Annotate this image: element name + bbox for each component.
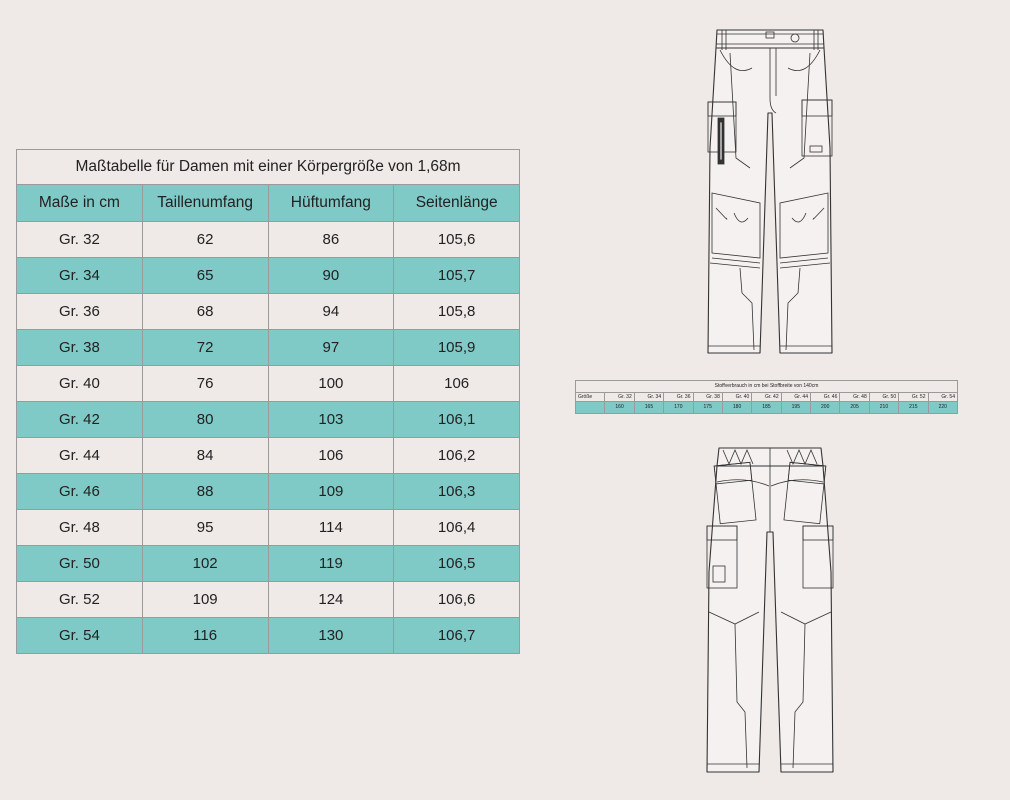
header-side-length: Seitenlänge bbox=[394, 185, 520, 222]
fabric-size-cell: Gr. 42 bbox=[752, 393, 781, 402]
side-length-cell: 105,9 bbox=[394, 330, 520, 366]
side-length-cell: 105,7 bbox=[394, 258, 520, 294]
size-table-title: Maßtabelle für Damen mit einer Körpergröße von 1,68m bbox=[17, 150, 520, 185]
fabric-value-cell: 180 bbox=[722, 402, 751, 414]
fabric-size-cell: Gr. 54 bbox=[928, 393, 958, 402]
header-hip: Hüftumfang bbox=[268, 185, 394, 222]
fabric-value-cell: 210 bbox=[869, 402, 898, 414]
side-length-cell: 106 bbox=[394, 366, 520, 402]
size-row bbox=[17, 402, 520, 438]
size-row bbox=[17, 258, 520, 294]
size-cell: Gr. 32 bbox=[17, 222, 143, 258]
side-length-cell: 106,4 bbox=[394, 510, 520, 546]
side-length-cell: 106,2 bbox=[394, 438, 520, 474]
fabric-size-cell: Gr. 36 bbox=[664, 393, 693, 402]
size-cell: Gr. 42 bbox=[17, 402, 143, 438]
fabric-size-cell: Gr. 38 bbox=[693, 393, 722, 402]
size-cell: Gr. 34 bbox=[17, 258, 143, 294]
size-row bbox=[17, 474, 520, 510]
fabric-size-cell: Gr. 44 bbox=[781, 393, 810, 402]
waist-cell: 109 bbox=[142, 582, 268, 618]
waist-cell: 116 bbox=[142, 618, 268, 654]
size-cell: Gr. 40 bbox=[17, 366, 143, 402]
fabric-value-cell: 185 bbox=[752, 402, 781, 414]
size-table-header-row bbox=[17, 185, 520, 222]
fabric-table-title-row bbox=[576, 381, 958, 393]
hip-cell: 130 bbox=[268, 618, 394, 654]
fabric-size-cell: Gr. 32 bbox=[605, 393, 634, 402]
pants-back-drawing bbox=[695, 442, 845, 776]
header-waist: Taillenumfang bbox=[142, 185, 268, 222]
size-cell: Gr. 54 bbox=[17, 618, 143, 654]
waist-cell: 62 bbox=[142, 222, 268, 258]
fabric-value-cell: 215 bbox=[899, 402, 928, 414]
waist-cell: 72 bbox=[142, 330, 268, 366]
size-row bbox=[17, 438, 520, 474]
fabric-value-cell: 160 bbox=[605, 402, 634, 414]
size-row bbox=[17, 618, 520, 654]
side-length-cell: 106,5 bbox=[394, 546, 520, 582]
fabric-value-cell: 165 bbox=[634, 402, 663, 414]
side-length-cell: 106,7 bbox=[394, 618, 520, 654]
side-length-cell: 105,8 bbox=[394, 294, 520, 330]
side-length-cell: 106,1 bbox=[394, 402, 520, 438]
fabric-value-cell: 170 bbox=[664, 402, 693, 414]
hip-cell: 109 bbox=[268, 474, 394, 510]
fabric-table-row-label: Größe bbox=[576, 393, 605, 402]
size-row bbox=[17, 330, 520, 366]
waist-cell: 80 bbox=[142, 402, 268, 438]
hip-cell: 90 bbox=[268, 258, 394, 294]
fabric-table-size-row bbox=[576, 393, 958, 402]
header-sizes: Maße in cm bbox=[17, 185, 143, 222]
hip-cell: 86 bbox=[268, 222, 394, 258]
hip-cell: 100 bbox=[268, 366, 394, 402]
fabric-value-cell: 175 bbox=[693, 402, 722, 414]
fabric-size-cell: Gr. 48 bbox=[840, 393, 869, 402]
size-cell: Gr. 46 bbox=[17, 474, 143, 510]
fabric-consumption-table bbox=[575, 380, 958, 414]
waist-cell: 102 bbox=[142, 546, 268, 582]
fabric-value-cell: 195 bbox=[781, 402, 810, 414]
waist-cell: 88 bbox=[142, 474, 268, 510]
fabric-size-cell: Gr. 52 bbox=[899, 393, 928, 402]
hip-cell: 106 bbox=[268, 438, 394, 474]
size-cell: Gr. 52 bbox=[17, 582, 143, 618]
hip-cell: 103 bbox=[268, 402, 394, 438]
size-cell: Gr. 38 bbox=[17, 330, 143, 366]
hip-cell: 114 bbox=[268, 510, 394, 546]
fabric-table-value-row bbox=[576, 402, 958, 414]
fabric-value-cell: 220 bbox=[928, 402, 958, 414]
size-cell: Gr. 50 bbox=[17, 546, 143, 582]
size-cell: Gr. 36 bbox=[17, 294, 143, 330]
waist-cell: 68 bbox=[142, 294, 268, 330]
side-length-cell: 106,3 bbox=[394, 474, 520, 510]
size-row bbox=[17, 510, 520, 546]
hip-cell: 97 bbox=[268, 330, 394, 366]
waist-cell: 95 bbox=[142, 510, 268, 546]
pants-front-drawing bbox=[690, 18, 850, 358]
fabric-table-title: Stoffverbrauch in cm bei Stoffbreite von 140cm bbox=[576, 381, 958, 393]
side-length-cell: 106,6 bbox=[394, 582, 520, 618]
size-cell: Gr. 44 bbox=[17, 438, 143, 474]
size-table-title-row bbox=[17, 150, 520, 185]
side-length-cell: 105,6 bbox=[394, 222, 520, 258]
hip-cell: 119 bbox=[268, 546, 394, 582]
size-cell: Gr. 48 bbox=[17, 510, 143, 546]
fabric-size-cell: Gr. 34 bbox=[634, 393, 663, 402]
fabric-size-cell: Gr. 50 bbox=[869, 393, 898, 402]
fabric-size-cell: Gr. 40 bbox=[722, 393, 751, 402]
hip-cell: 94 bbox=[268, 294, 394, 330]
fabric-value-cell: 205 bbox=[840, 402, 869, 414]
fabric-size-cell: Gr. 46 bbox=[811, 393, 840, 402]
waist-cell: 76 bbox=[142, 366, 268, 402]
fabric-blank-cell bbox=[576, 402, 605, 414]
waist-cell: 84 bbox=[142, 438, 268, 474]
size-table bbox=[16, 149, 520, 654]
size-row bbox=[17, 366, 520, 402]
size-row bbox=[17, 546, 520, 582]
size-row bbox=[17, 582, 520, 618]
hip-cell: 124 bbox=[268, 582, 394, 618]
size-row bbox=[17, 222, 520, 258]
size-row bbox=[17, 294, 520, 330]
waist-cell: 65 bbox=[142, 258, 268, 294]
fabric-value-cell: 200 bbox=[811, 402, 840, 414]
